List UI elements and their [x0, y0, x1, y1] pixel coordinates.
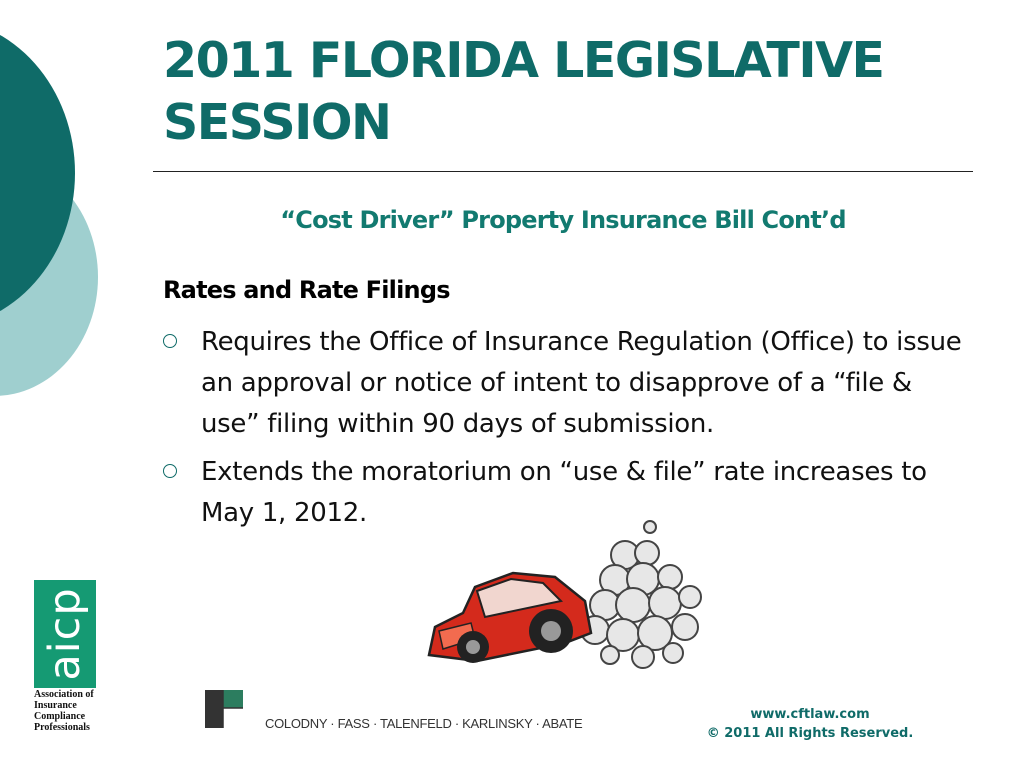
- aicp-logo-text: aicp: [40, 587, 90, 681]
- firm-logo-icon: [205, 690, 243, 728]
- car-crash-clipart: [415, 505, 715, 680]
- aicp-caption: Association of Insurance Compliance Professionals: [34, 689, 94, 733]
- red-car: [429, 573, 591, 663]
- slide-title: 2011 FLORIDA LEGISLATIVE SESSION: [163, 32, 884, 151]
- footer-info: [700, 705, 920, 743]
- aicp-logo: [34, 580, 96, 688]
- section-heading: Rates and Rate Filings: [163, 276, 450, 304]
- website-link[interactable]: www.cftlaw.com: [750, 707, 870, 722]
- bullet-item: [163, 322, 973, 445]
- bullet-text: Requires the Office of Insurance Regulation (Office) to issue an approval or notice of intent to disapprove of a “file & use” filing within 90 days of submission.: [201, 327, 962, 439]
- slide-subtitle: “Cost Driver” Property Insurance Bill Cont’d: [280, 206, 846, 234]
- bullet-circle-icon: [163, 334, 177, 348]
- smoke-cloud: [581, 521, 701, 668]
- bullet-circle-icon: [163, 464, 177, 478]
- copyright-text: © 2011 All Rights Reserved.: [706, 726, 914, 741]
- firm-name: COLODNY · FASS · TALENFELD · KARLINSKY · ABATE: [265, 716, 583, 731]
- title-divider: [153, 171, 973, 172]
- bullet-text: Extends the moratorium on “use & file” rate increases to May 1, 2012.: [201, 457, 927, 528]
